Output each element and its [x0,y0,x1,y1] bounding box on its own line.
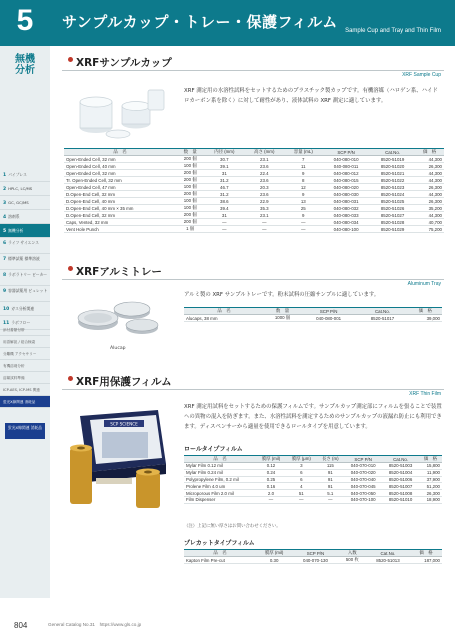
sidebar-link-active[interactable]: 蛍光X線関連 消耗品 [0,396,50,408]
table-cell: 040-080-031 [322,198,370,205]
table-row [64,184,444,191]
table-cell: 040-070-020 [344,469,382,476]
table-cell: Mylar Film 0.24 mil [184,469,256,476]
table-cell: 040-070-040 [344,476,382,483]
table-cell: 8520-51004 [382,469,418,476]
chapter-number: 5 [16,4,34,37]
table-cell: 8520-51019 [370,156,415,163]
sidebar-item-2[interactable]: 2 HPLC, LC/MS [0,182,50,196]
table-cell: 44,300 [415,212,444,219]
roll-film-table [184,455,442,504]
table-cell: 26,300 [415,163,444,170]
table-cell: 100 個 [176,198,204,205]
table-cell: Alucaps, 38 mm [184,315,264,322]
sample-cup-table-body [64,156,444,233]
page-header [0,0,455,46]
table-cell: D.Open-End Cell, 32 mm [64,212,176,219]
table-row [64,205,444,212]
table-cell: 6 [286,469,317,476]
table-cell: 0.30 [256,557,292,564]
table-cell: — [317,496,344,503]
table-cell: 39,000 [409,315,442,322]
table-cell: 040-070-045 [344,483,382,490]
table-cell: 31 [204,212,244,219]
table-header-row: 品 名 膜厚 (mil) 膜厚 (μm) 長さ (m) SCP P/N Cat.No. 価 格 [184,456,442,463]
table-cell: 040-070-130 [292,557,338,564]
table-cell: 23.6 [244,191,284,198]
section-xrf-sample-cup-title: XRFサンプルカップ [62,55,444,69]
table-cell: 3 [286,463,317,470]
sidebar-item-9[interactable]: 9 容器試薬用 ビュレット [0,286,50,302]
table-cell: 18,900 [419,496,442,503]
table-cell: 040-080-011 [322,163,370,170]
page-title: サンプルカップ・トレー・保護フィルム [62,13,338,31]
table-cell: Open-Ended Cell, 40 mm [64,163,176,170]
table-cell: 040-080-020 [322,184,370,191]
alucap-caption: Alucap [110,346,126,351]
table-row [184,483,442,490]
sidebar-link[interactable]: ICP-AES, ICP-MS 関連 [0,384,50,396]
roll-film-heading: ロールタイプフィルム [184,446,243,453]
table-cell: 8520-51024 [370,191,415,198]
table-cell: 040-080-034 [322,219,370,226]
table-cell: 9 [284,191,322,198]
table-cell: 4 [286,483,317,490]
table-row [184,490,442,497]
precut-film-table-body [184,557,442,564]
table-cell: 51,200 [419,483,442,490]
aluminum-tray-table-body [184,315,442,322]
sidebar-badge[interactable]: 蛍光X線関連 消耗品 [5,423,45,439]
table-cell: 30.7 [204,156,244,163]
table-cell: 91 [317,476,344,483]
table-cell: 35,200 [415,205,444,212]
table-cell: 200 個 [176,212,204,219]
table-cell: 1 個 [176,226,204,233]
table-cell: 040-080-015 [322,177,370,184]
table-cell: — [204,219,244,226]
section-thin-film-title: XRF用保護フィルム [62,374,444,388]
table-cell: 23.1 [244,212,284,219]
table-cell: 23.1 [244,156,284,163]
sidebar-link[interactable]: 用語解説 / 総合検索 [0,336,50,348]
table-cell: D.Open-End Cell, 32 mm [64,191,176,198]
table-cell: 23.6 [244,163,284,170]
table-cell: 040-080-032 [322,205,370,212]
table-row [64,212,444,219]
table-cell: 1000 個 [264,315,301,322]
table-cell: — [286,496,317,503]
section-divider [62,389,444,390]
table-cell: 500 枚 [339,557,366,564]
table-cell: Vent Hole Punch [64,226,176,233]
sidebar-link[interactable]: 分離機 アクセサリー [0,348,50,360]
table-cell: 75,200 [415,226,444,233]
table-cell: 15,800 [419,463,442,470]
table-cell: 38.6 [204,198,244,205]
table-row [184,469,442,476]
table-header-row: 品 名 膜厚 (mil) SCP P/N 入数 Cat.No. 価 格 [184,550,442,557]
table-cell: 8 [284,177,322,184]
page-subtitle: Sample Cup and Tray and Thin Film [345,28,441,34]
table-cell: Open-Ended Cell, 32 mm [64,170,176,177]
table-cell: 0.25 [256,476,286,483]
table-cell: Microporous Film 2.0 mil [184,490,256,497]
chapter-index [0,168,50,330]
chapter-sidebar [0,46,50,598]
sidebar-item-3[interactable]: 3 GC, GC/MS [0,196,50,210]
table-row [64,177,444,184]
roll-film-note: （注）上記に無い厚さはお問い合わせください。 [184,524,281,529]
table-cell: 8520-51003 [382,463,418,470]
table-row [184,557,442,564]
table-row [184,476,442,483]
table-cell: — [284,219,322,226]
table-cell: Polypropylene Film, 0.2 mil [184,476,256,483]
table-cell: Tr. Open-Ended Cell, 32 mm [64,177,176,184]
table-cell: 0.16 [256,483,286,490]
table-cell: 8520-51006 [382,476,418,483]
sidebar-item-8[interactable]: 8 ラボラトリー ビーカー [0,270,50,286]
table-cell: 22.9 [244,198,284,205]
table-cell: 26,300 [415,184,444,191]
precut-film-heading: プレカットタイプフィルム [184,540,255,547]
table-cell: 31 [204,170,244,177]
section-divider [62,70,444,71]
table-cell: 25 [284,205,322,212]
table-cell: D.Open-End Cell, 40 mm [64,198,176,205]
section-bullet-icon [68,57,73,62]
table-cell: 37,900 [419,476,442,483]
table-cell: 51 [286,490,317,497]
table-row [64,226,444,233]
table-cell: 8520-51023 [370,184,415,191]
table-cell: Open-Ended Cell, 47 mm [64,184,176,191]
table-cell: 0.12 [256,463,286,470]
sidebar-item-7[interactable]: 7 標準試薬 標準溶液 [0,254,50,270]
table-cell: 44,300 [415,156,444,163]
table-cell: 040-070-100 [344,496,382,503]
table-cell: 040-070-050 [344,490,382,497]
table-row [64,163,444,170]
table-row [184,315,442,322]
section-english-title: Aluminum Tray [407,281,441,287]
table-cell: 5.1 [317,490,344,497]
table-cell: 040-080-012 [322,170,370,177]
table-cell: Kapton Film Pre-cut [184,557,256,564]
section-divider [62,279,444,280]
roll-film-table-body [184,463,442,504]
table-cell: 35.3 [244,205,284,212]
table-cell: — [256,496,286,503]
table-cell: 040-080-100 [322,226,370,233]
table-cell: 13 [284,198,322,205]
table-cell: 8520-51020 [370,163,415,170]
table-row [184,496,442,503]
table-cell: 8520-51029 [370,226,415,233]
sidebar-item-5-active[interactable]: 5 無機分析 [0,224,50,238]
table-cell: 6 [286,476,317,483]
sidebar-item-6[interactable]: 6 ライフ サイエンス [0,238,50,254]
table-cell: 8520-51017 [356,315,408,322]
section2-description: アルミ製の XRF サンプルトレーです。粉末試料の圧縮サンプルに適しています。 [184,292,380,298]
table-cell: 8520-51007 [382,483,418,490]
table-cell: — [204,226,244,233]
table-cell: Caps, Vented, 32 mm [64,219,176,226]
table-cell: 12 [284,184,322,191]
table-cell: 44,300 [415,191,444,198]
table-cell: 040-070-010 [344,463,382,470]
section-english-title: XRF Sample Cup [402,72,441,78]
table-cell: 8520-51026 [370,205,415,212]
table-cell: D.Open-End Cell, 40 mm × 35 mm [64,205,176,212]
table-cell: 9 [284,212,322,219]
table-cell: 8520-51008 [382,490,418,497]
section1-description: XRF 測定用の水溶性試料をセットするためのプラスチック製カップです。有機溶媒（ハロゲン系、ハイドロカーボン系を除く）に対して耐性があり、液体試料の XRF 測定に適しています。 [184,88,438,104]
table-cell: — [284,226,322,233]
sample-cup-image [74,84,170,140]
table-cell: 100 個 [176,184,204,191]
table-cell: Mylar Film 0.12 mil [184,463,256,470]
table-cell: 8520-51022 [370,177,415,184]
table-cell: 200 個 [176,191,204,198]
table-cell: 22.4 [244,170,284,177]
table-cell: Prolene Film 4.0 um [184,483,256,490]
table-cell: 0.24 [256,469,286,476]
dispenser-label: SCP SCIENCE [110,421,138,427]
thin-film-dispenser-image [66,402,174,512]
table-cell: 91 [317,483,344,490]
sidebar-item-11[interactable]: 11 ラボフロー [0,316,50,330]
section-bullet-icon [68,376,73,381]
table-cell: 040-080-001 [301,315,356,322]
table-cell: 40,700 [415,219,444,226]
table-cell: Open-Ended Cell, 32 mm [64,156,176,163]
page-number: 804 [14,621,28,630]
table-cell: 040-080-033 [322,212,370,219]
table-row [64,198,444,205]
sidebar-item-4[interactable]: 4 溶剤系 [0,210,50,224]
table-header-row: 品 名 数 量 SCP P/N Cat.No. 価 格 [184,308,442,315]
table-header-row: 品 名 数 量 内径 (mm) 高さ (mm) 容量 (mL) SCP P/N Cat.No. 価 格 [64,149,444,156]
sample-cup-table [64,148,444,233]
table-cell: 44,300 [415,170,444,177]
sidebar-links [0,324,50,408]
sidebar-item-10[interactable]: 10 ガス分析関連 [0,302,50,316]
table-cell: 9 [284,170,322,177]
table-cell: — [244,226,284,233]
sidebar-link[interactable]: 添付書類付帯 [0,324,50,336]
table-row [64,219,444,226]
table-cell: 39.1 [204,163,244,170]
precut-film-table [184,549,442,564]
table-cell: 187,000 [410,557,442,564]
table-cell: 26,300 [419,490,442,497]
table-cell: 040-080-010 [322,156,370,163]
table-cell: 200 個 [176,170,204,177]
footer-text: General Catalog No.31 https://www.gls.co.jp [48,622,142,627]
table-cell: 39.4 [204,205,244,212]
sidebar-link[interactable]: 溶媒試料準備 [0,372,50,384]
sidebar-item-1[interactable]: 1 パイプレス [0,168,50,182]
table-row [64,170,444,177]
table-cell: 7 [284,156,322,163]
table-cell: 100 個 [176,205,204,212]
table-cell: 2.0 [256,490,286,497]
table-cell: 8520-51010 [382,496,418,503]
table-cell: 100 個 [176,163,204,170]
table-cell: 115 [317,463,344,470]
table-cell: 31.2 [204,191,244,198]
table-cell: 23.6 [244,177,284,184]
section3-description: XRF 測定用試料をセットするための保護フィルムです。サンプルカップ測定部にフィルムを張ることで装置への異物の混入を防ぎます。また、水溶性試料を測定するためのサンプルカップの液漏れ防止にも利用できます。ディスペンサーから適量を使用できるロールタイプを用意しています。 [184,404,442,430]
table-cell: 11,900 [419,469,442,476]
section-bullet-icon [68,266,73,271]
table-cell: 26,300 [415,198,444,205]
alucap-image [72,296,168,342]
table-cell: 8520-51028 [370,219,415,226]
table-cell: 8520-51013 [366,557,410,564]
table-cell: 8520-51025 [370,198,415,205]
aluminum-tray-table [184,307,442,322]
table-cell: — [244,219,284,226]
table-cell: 20.3 [244,184,284,191]
table-row [64,191,444,198]
table-cell: 11 [284,163,322,170]
section-aluminum-tray-title: XRFアルミトレー [62,264,444,278]
sidebar-vertical-label: 無機分析 [15,54,35,76]
table-cell: 44,300 [415,177,444,184]
table-row [184,463,442,470]
table-cell: 040-080-030 [322,191,370,198]
chapter-number-box [0,0,50,46]
table-cell: 46.7 [204,184,244,191]
table-cell: 31.2 [204,177,244,184]
table-row [64,156,444,163]
sidebar-link[interactable]: 有機溶剤分析 [0,360,50,372]
section-english-title: XRF Thin Film [409,391,441,397]
table-cell: Film Dispenser [184,496,256,503]
table-cell: 8520-51021 [370,170,415,177]
table-cell: 200 個 [176,156,204,163]
table-cell: 8520-51027 [370,212,415,219]
table-cell: 200 個 [176,177,204,184]
table-cell: 91 [317,469,344,476]
table-cell: 200 個 [176,219,204,226]
